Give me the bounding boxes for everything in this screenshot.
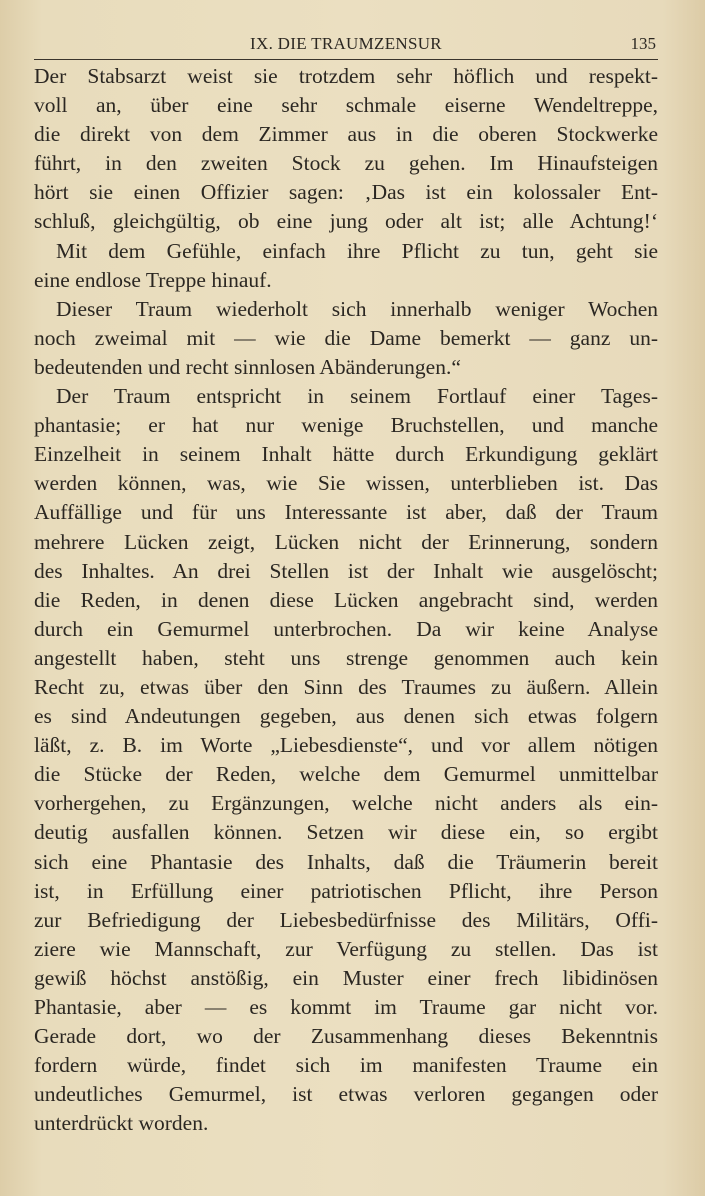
- text-line: deutig ausfallen können. Setzen wir diese ein, so ergibt: [34, 820, 658, 845]
- page-number: 135: [630, 34, 656, 53]
- text-line: schluß, gleichgültig, ob eine jung oder alt ist; alle Achtung!‘: [34, 209, 658, 234]
- text-line: gewiß höchst anstößig, ein Muster einer frech libidinösen: [34, 965, 658, 990]
- text-line: voll an, über eine sehr schmale eiserne Wendeltreppe,: [34, 93, 658, 118]
- text-line: durch ein Gemurmel unterbrochen. Da wir keine Analyse: [34, 616, 658, 641]
- text-line: noch zweimal mit — wie die Dame bemerkt — ganz un-: [34, 325, 658, 350]
- text-line: Auffällige und für uns Interessante ist aber, daß der Traum: [34, 500, 658, 525]
- text-line: Dieser Traum wiederholt sich innerhalb weniger Wochen: [56, 296, 658, 321]
- header-rule: [34, 59, 658, 60]
- text-line: ist, in Erfüllung einer patriotischen Pflicht, ihre Person: [34, 878, 658, 903]
- text-line: Mit dem Gefühle, einfach ihre Pflicht zu tun, geht sie: [56, 238, 658, 263]
- text-line: führt, in den zweiten Stock zu gehen. Im Hinaufsteigen: [34, 151, 658, 176]
- chapter-title: IX. DIE TRAUMZENSUR: [250, 34, 442, 53]
- text-line: die direkt von dem Zimmer aus in die oberen Stockwerke: [34, 122, 658, 147]
- text-line: Der Stabsarzt weist sie trotzdem sehr höflich und respekt-: [34, 64, 658, 88]
- text-line: fordern würde, findet sich im manifesten Traume ein: [34, 1053, 658, 1078]
- text-line: bedeutenden und recht sinnlosen Abänderungen.“: [34, 354, 461, 379]
- text-line: mehrere Lücken zeigt, Lücken nicht der Erinnerung, sondern: [34, 529, 658, 554]
- text-line: zur Befriedigung der Liebesbedürfnisse des Militärs, Offi-: [34, 907, 658, 932]
- text-line: des Inhaltes. An drei Stellen ist der Inhalt wie ausgelöscht;: [34, 558, 658, 583]
- text-line: läßt, z. B. im Worte „Liebesdienste“, und vor allem nötigen: [34, 733, 658, 758]
- text-line: hört sie einen Offizier sagen: ‚Das ist ein kolossaler Ent-: [34, 180, 658, 205]
- text-line: unterdrückt worden.: [34, 1111, 209, 1136]
- text-line: die Stücke der Reden, welche dem Gemurmel unmittelbar: [34, 762, 658, 787]
- text-line: Phantasie, aber — es kommt im Traume gar nicht vor.: [34, 995, 658, 1019]
- body-text: [34, 62, 658, 1138]
- text-line: sich eine Phantasie des Inhalts, daß die Träumerin bereit: [34, 849, 658, 874]
- text-line: eine endlose Treppe hinauf.: [34, 267, 272, 292]
- text-line: angestellt haben, steht uns strenge genommen auch kein: [34, 645, 658, 670]
- text-line: Gerade dort, wo der Zusammenhang dieses Bekenntnis: [34, 1024, 658, 1049]
- text-line: ziere wie Mannschaft, zur Verfügung zu stellen. Das ist: [34, 936, 658, 961]
- text-line: die Reden, in denen diese Lücken angebracht sind, werden: [34, 587, 658, 612]
- text-line: es sind Andeutungen gegeben, aus denen sich etwas folgern: [34, 704, 658, 729]
- running-header: [34, 34, 658, 58]
- text-line: undeutliches Gemurmel, ist etwas verloren gegangen oder: [34, 1082, 658, 1107]
- text-line: phantasie; er hat nur wenige Bruchstellen, und manche: [34, 413, 658, 438]
- text-line: Recht zu, etwas über den Sinn des Traumes zu äußern. Allein: [34, 674, 658, 699]
- text-line: Einzelheit in seinem Inhalt hätte durch Erkundigung geklärt: [34, 442, 658, 467]
- text-line: Der Traum entspricht in seinem Fortlauf einer Tages-: [56, 384, 658, 409]
- text-line: vorhergehen, zu Ergänzungen, welche nicht anders als ein-: [34, 791, 658, 816]
- text-line: werden können, was, wie Sie wissen, unterblieben ist. Das: [34, 471, 658, 496]
